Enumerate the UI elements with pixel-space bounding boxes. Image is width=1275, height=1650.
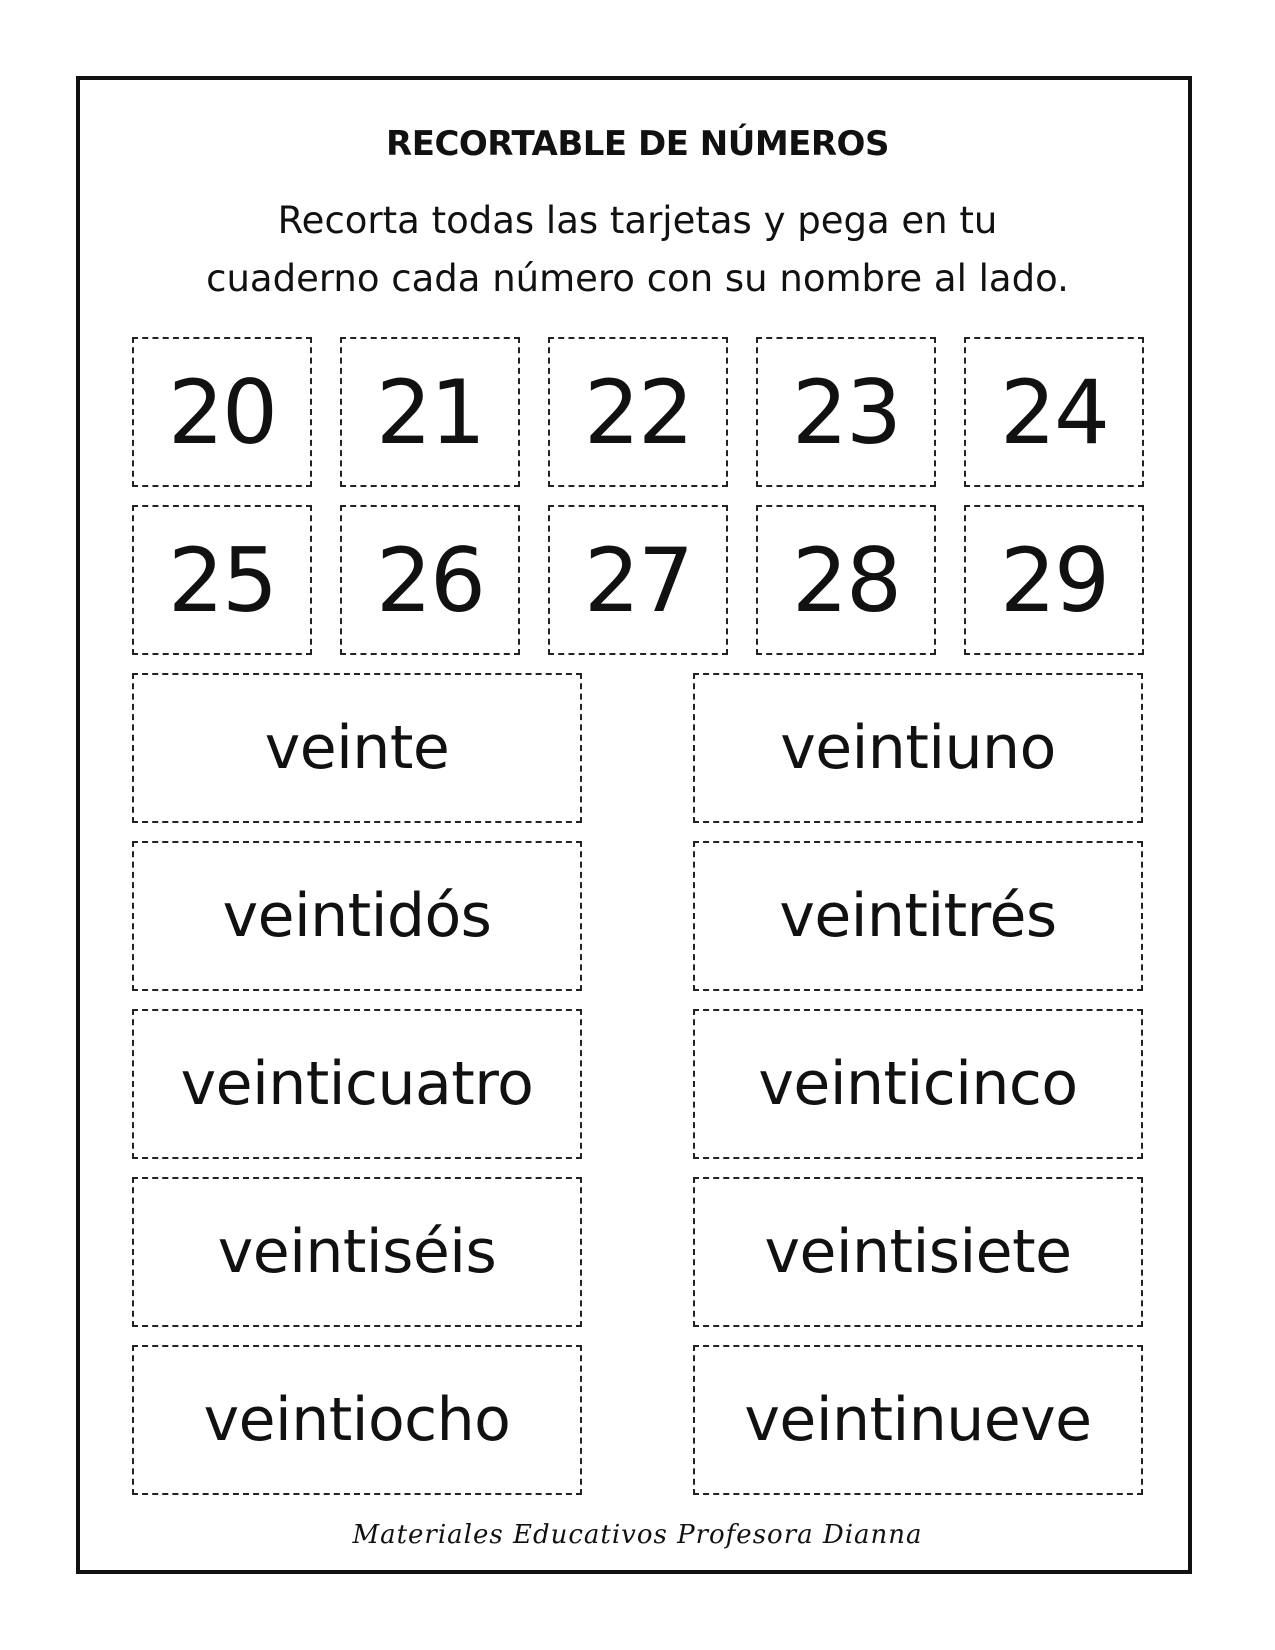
word-card: veintiocho: [132, 1345, 582, 1495]
number-card: 20: [132, 337, 312, 487]
instructions-line-1: Recorta todas las tarjetas y pega en tu: [277, 199, 998, 242]
word-card: veintinueve: [693, 1345, 1143, 1495]
word-card: veintisiete: [693, 1177, 1143, 1327]
footer-credit: Materiales Educativos Profesora Dianna: [352, 1520, 923, 1550]
word-card: veinticuatro: [132, 1009, 582, 1159]
number-card: 27: [548, 505, 728, 655]
word-card: veinticinco: [693, 1009, 1143, 1159]
word-card: veintiséis: [132, 1177, 582, 1327]
number-card: 22: [548, 337, 728, 487]
word-card: veinte: [132, 673, 582, 823]
word-card: veintidós: [132, 841, 582, 991]
word-card: veintiuno: [693, 673, 1143, 823]
number-card: 26: [340, 505, 520, 655]
worksheet-title: RECORTABLE DE NÚMEROS: [386, 124, 889, 164]
number-card: 24: [964, 337, 1144, 487]
word-card: veintitrés: [693, 841, 1143, 991]
number-card: 23: [756, 337, 936, 487]
number-card: 25: [132, 505, 312, 655]
number-card: 21: [340, 337, 520, 487]
number-card: 29: [964, 505, 1144, 655]
instructions: [0, 192, 1275, 308]
instructions-line-2: cuaderno cada número con su nombre al lado.: [206, 257, 1069, 300]
number-card: 28: [756, 505, 936, 655]
